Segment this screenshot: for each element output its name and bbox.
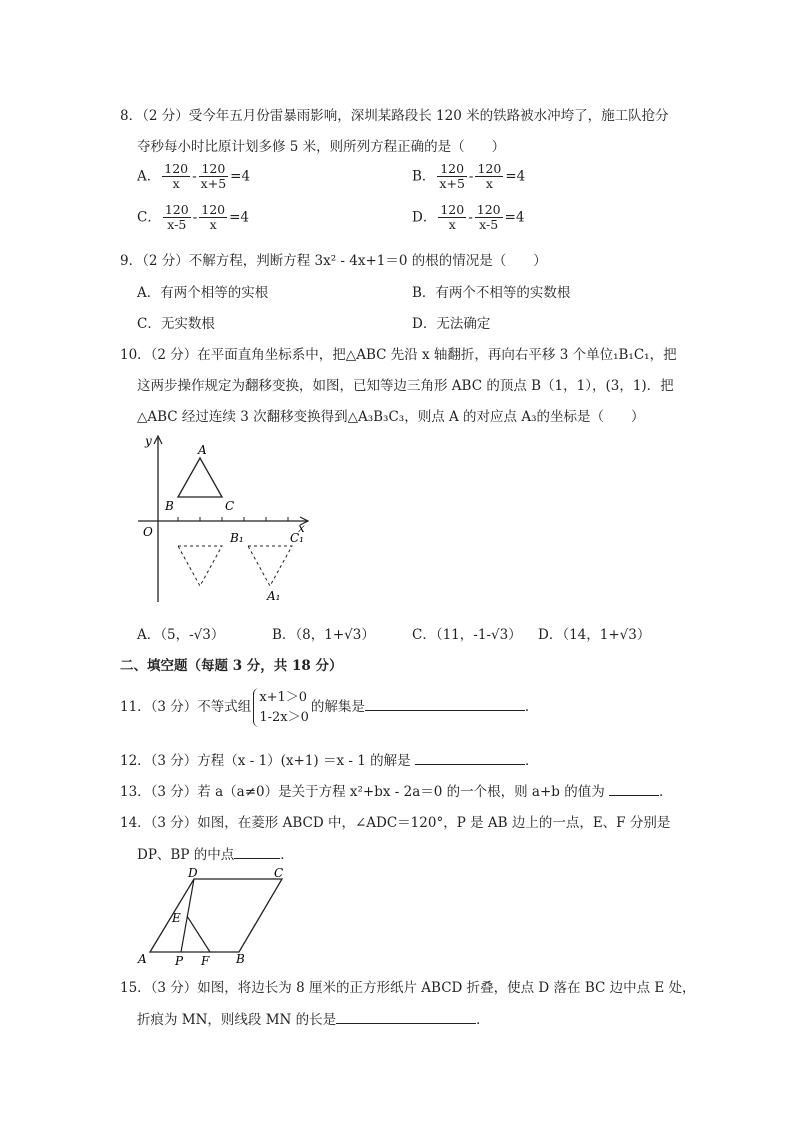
q8-option-d[interactable]: D． $\frac{120}{x}$ - $\frac{120}{x-5}$ =4 [412, 202, 525, 233]
q9-option-a[interactable]: A．有两个相等的实根 [137, 285, 269, 301]
fraction: $\frac{120}{x}$ [164, 161, 189, 192]
fraction: $\frac{120}{x-5}$ [164, 202, 189, 233]
label-p: P [175, 954, 184, 968]
q14-rhombus-figure [132, 864, 307, 970]
label-f: F [201, 954, 210, 968]
label-y: y [145, 434, 152, 448]
label-b: B [165, 499, 174, 513]
q11-answer-blank[interactable] [365, 696, 525, 711]
fraction: $\frac{120}{x+5}$ [200, 161, 227, 192]
label-e: E [172, 911, 181, 925]
q10-coordinate-figure [130, 430, 320, 610]
inequality-system: x+1＞0 1-2x＞0 [253, 688, 309, 727]
label-b: B [236, 952, 245, 966]
q10-option-b[interactable]: B．（8，1+√3） [272, 627, 375, 643]
q11-stem: 11．（3 分）不等式组 x+1＞0 1-2x＞0 的解集是 ． [120, 688, 538, 727]
triangle-abc [178, 458, 222, 497]
fraction: $\frac{120}{x}$ [440, 202, 465, 233]
q14-stem-line1: 14．（3 分）如图，在菱形 ABCD 中，∠ADC＝120°，P 是 AB 边上的一点，E、F 分别是 [120, 815, 671, 831]
q15-stem-line1: 15．（3 分）如图，将边长为 8 厘米的正方形纸片 ABCD 折叠，使点 D 落在 BC 边中点 E 处， [120, 980, 696, 996]
q9-option-c[interactable]: C．无实数根 [137, 316, 215, 332]
q13-stem: 13．（3 分）若 a（a≠0）是关于方程 x²+bx - 2a＝0 的一个根，则 a+b 的值为 ． [120, 780, 673, 800]
q8-stem-line2: 夺秒每小时比原计划多修 5 米，则所列方程正确的是（ ） [137, 139, 506, 155]
q14-stem-line2: DP、BP 的中点 ． [137, 843, 294, 863]
label-c: C [225, 499, 235, 513]
rhombus-abcd [150, 879, 282, 952]
q9-stem: 9．（2 分）不解方程，判断方程 3x² - 4x+1＝0 的根的情况是（ ） [120, 253, 547, 269]
section-heading: 二、填空题（每题 3 分，共 18 分） [120, 658, 343, 674]
q10-option-c[interactable]: C．（11，-1-√3） [412, 627, 522, 643]
q14-answer-blank[interactable] [234, 844, 280, 859]
q12-stem: 12．（3 分）方程（x - 1）(x+1) ＝x - 1 的解是 ． [120, 749, 538, 769]
segment-ef [187, 916, 210, 952]
q8-stem-line1: 8．（2 分）受今年五月份雷暴雨影响，深圳某路段长 120 米的铁路被水冲垮了，施工队抢分 [120, 108, 669, 124]
label-a1: A₁ [267, 589, 281, 603]
fraction: $\frac{120}{x}$ [201, 202, 226, 233]
dashed-triangle-left [178, 546, 222, 586]
q9-option-d[interactable]: D．无法确定 [412, 316, 491, 332]
q10-option-d[interactable]: D．（14，1+√3） [538, 627, 651, 643]
label-a: A [198, 443, 207, 457]
q10-stem-line3: △ABC 经过连续 3 次翻移变换得到△A₃B₃C₃，则点 A 的对应点 A₃的坐标是（ ） [137, 409, 645, 425]
q15-stem-line2: 折痕为 MN，则线段 MN 的长是 ． [137, 1008, 490, 1028]
label-c1: C₁ [290, 531, 304, 545]
label-d: D [188, 866, 198, 880]
label-x: x [298, 521, 305, 535]
q13-answer-blank[interactable] [609, 781, 659, 796]
q8-option-b[interactable]: B． $\frac{120}{x+5}$ - $\frac{120}{x}$ =4 [412, 161, 526, 192]
label-o: O [143, 525, 153, 539]
q8-option-c[interactable]: C． $\frac{120}{x-5}$ - $\frac{120}{x}$ =4 [137, 202, 250, 233]
q9-option-b[interactable]: B．有两个不相等的实数根 [412, 285, 571, 301]
label-a: A [138, 952, 147, 966]
label-c: C [274, 866, 284, 880]
fraction: $\frac{120}{x+5}$ [439, 161, 465, 192]
q12-answer-blank[interactable] [415, 750, 525, 765]
fraction: $\frac{120}{x}$ [477, 161, 502, 192]
q10-stem-line1: 10．（2 分）在平面直角坐标系中，把△ABC 先沿 x 轴翻折，再向右平移 3 个单位₁B₁C₁，把 [120, 347, 677, 363]
fraction: $\frac{120}{x-5}$ [476, 202, 501, 233]
q8-option-a[interactable]: A． $\frac{120}{x}$ - $\frac{120}{x+5}$ =4 [137, 161, 251, 192]
q15-answer-blank[interactable] [336, 1009, 476, 1024]
q10-option-a[interactable]: A．（5，-√3） [137, 627, 225, 643]
triangle-a1b1c1 [248, 546, 292, 586]
label-b1: B₁ [230, 531, 244, 545]
q10-stem-line2: 这两步操作规定为翻移变换，如图，已知等边三角形 ABC 的顶点 B（1，1），(3，1)．把 [137, 378, 674, 394]
